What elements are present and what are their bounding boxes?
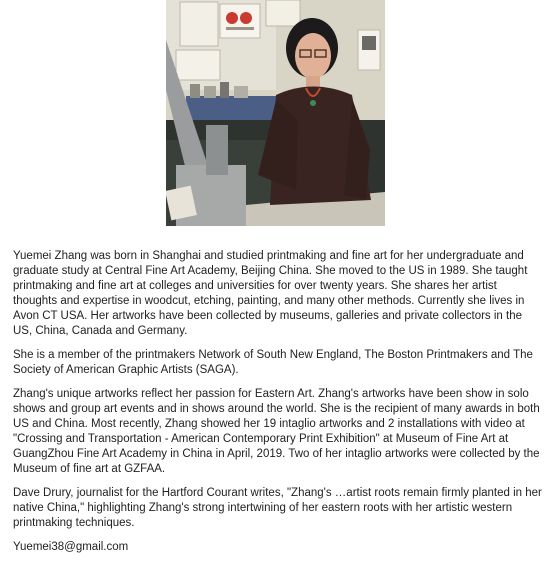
bio-paragraph-1: Yuemei Zhang was born in Shanghai and studied printmaking and fine art for her undergraduate and graduate study at Central Fine Art Academy, Beijing China. She moved to the US in 1989. She taught printmaking and fine art at colleges and universities for over twenty years. She shares her artist thoughts and expertise in woodcut, etching, painting, and many other methods. Currently she lives in Avon CT USA. Her artworks have been collected by museums, galleries and private collectors in the US, China, Canada and Germany.: [13, 250, 528, 337]
bio-paragraph-3: Zhang's unique artworks reflect her passion for Eastern Art. Zhang's artworks have been show in solo shows and group art events and in shows around the world. She is the recipient of many awards in both US and China. Most recently, Zhang showed her 19 intaglio artworks and 2 installations with video at "Crossing and Transportation - American Contemporary Print Exhibition" at Museum of Fine Art at GuangZhou Fine Art Academy in China in April, 2019. Two of her intaglio artworks were collected by the Museum of fine art at GZFAA.: [13, 388, 540, 475]
artist-bio: [13, 249, 543, 564]
bio-paragraph-4: Dave Drury, journalist for the Hartford Courant writes, "Zhang's …artist roots remain firmly planted in her native China," highlighting Zhang's strong intertwining of her eastern roots with her artistic western printmaking techniques.: [13, 487, 542, 529]
bio-paragraph-2: She is a member of the printmakers Network of South New England, The Boston Printmakers and The Society of American Graphic Artists (SAGA).: [13, 349, 533, 376]
contact-email[interactable]: Yuemei38@gmail.com: [13, 541, 129, 553]
artist-photo: [166, 0, 385, 226]
